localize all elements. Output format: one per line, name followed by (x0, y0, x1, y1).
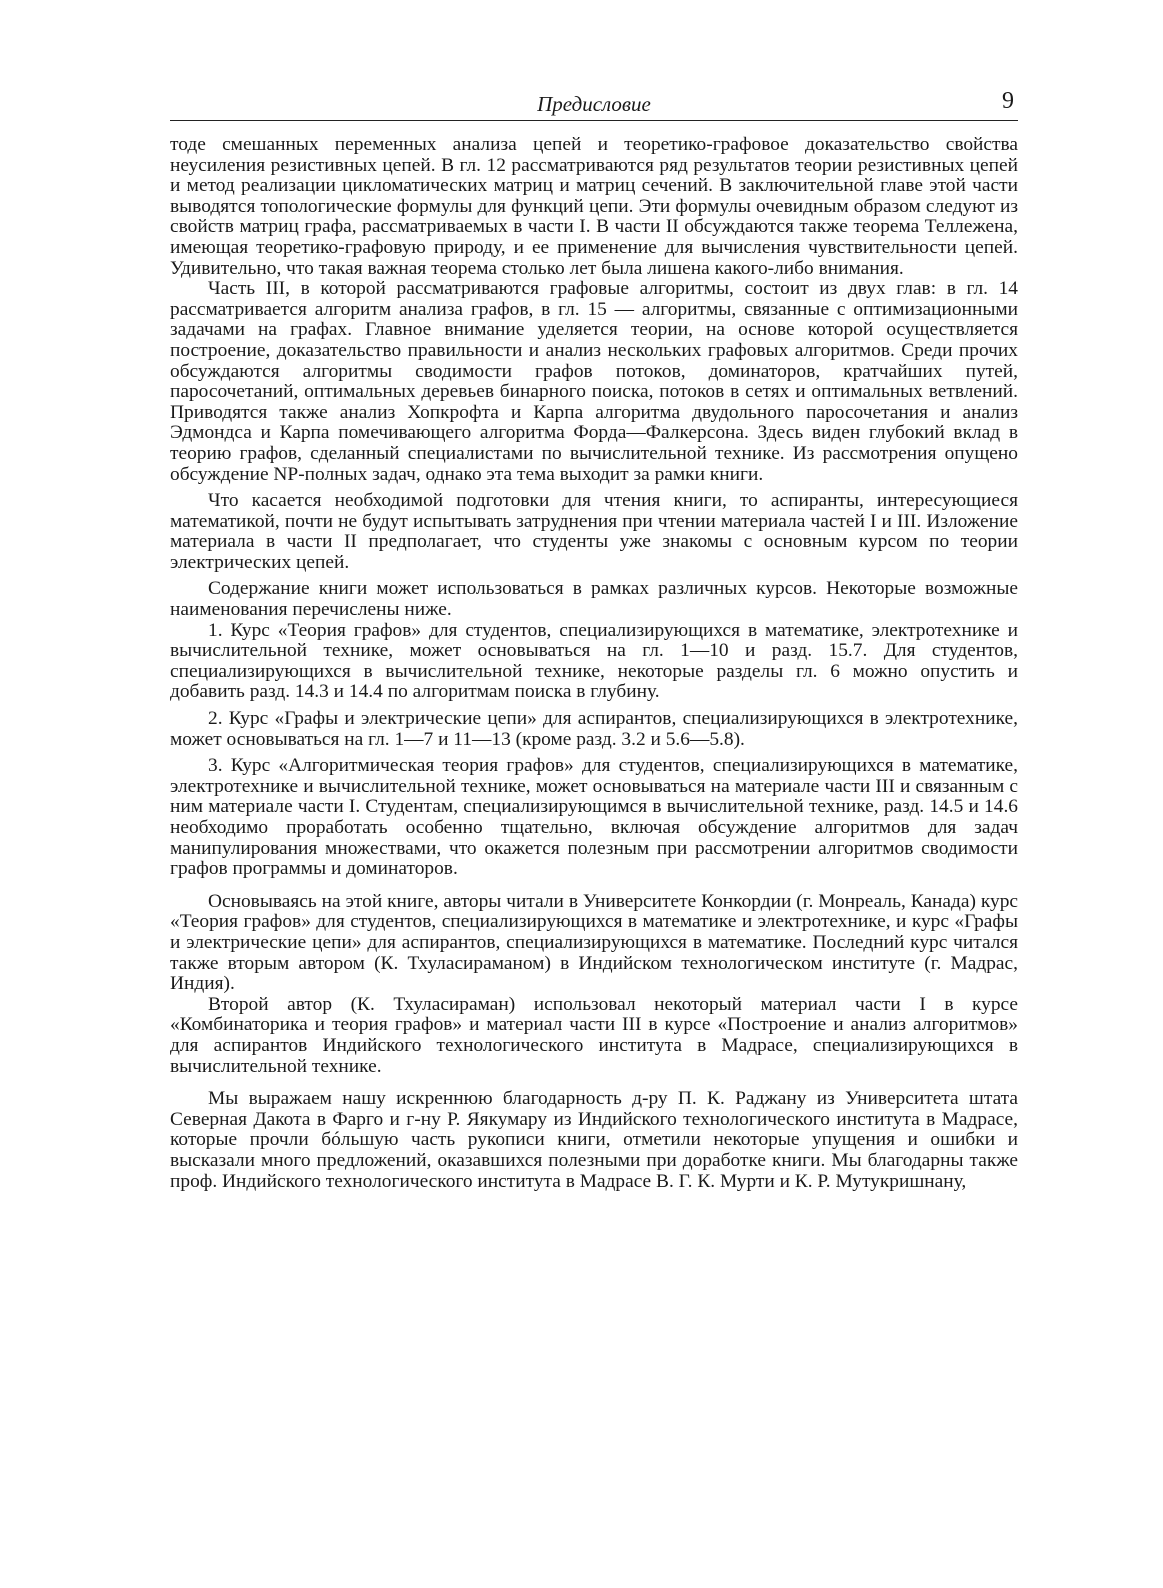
paragraph: тоде смешанных переменных анализа цепей и теоретико-графовое доказательство свойства неусиления резистивных цепей. В гл. 12 рассматриваются ряд результатов теории резистивных цепей и метод реализации цикломатических матриц и матриц сечений. В заключительной главе этой части выводятся топологические формулы для функций цепи. Эти формулы очевидным образом следуют из свойств матриц графа, рассматриваемых в части I. В части II обсуждаются также теорема Теллежена, имеющая теоретико-графовую природу, и ее применение для вычисления чувствительности цепей. Удивительно, что такая важная теорема столько лет была лишена какого-либо внимания. (170, 134, 1018, 279)
paragraph: Основываясь на этой книге, авторы читали в Университете Конкордии (г. Монреаль, Канада) курс «Теория графов» для студентов, специализирующихся в математике и электротехнике, и курс «Графы и электрические цепи» для аспирантов, специализирующихся в математике. Последний курс читался также вторым автором (К. Тхуласираманом) в Индийском технологическом институте (г. Мадрас, Индия). (170, 890, 1018, 995)
paragraph: Что касается необходимой подготовки для чтения книги, то аспиранты, интересующиеся математикой, почти не будут испытывать затруднения при чтении материала частей I и III. Изложение материала в части II предполагает, что студенты уже знакомы с основным курсом по теории электрических цепей. (170, 490, 1018, 573)
paragraph: Содержание книги может использоваться в рамках различных курсов. Некоторые возможные наименования перечислены ниже. (170, 578, 1018, 621)
page-number: 9 (1002, 88, 1014, 114)
list-item: 2. Курс «Графы и электрические цепи» для аспирантов, специализирующихся в электротехнике, может основываться на гл. 1—7 и 11—13 (кроме разд. 3.2 и 5.6—5.8). (170, 708, 1018, 750)
body-text (170, 135, 1018, 1192)
list-item: 1. Курс «Теория графов» для студентов, специализирующихся в математике, электротехнике и вычислительной технике, может основываться на гл. 1—10 и разд. 15.7. Для студентов, специализирующихся в вычислительной технике, некоторые разделы гл. 6 можно опустить и добавить разд. 14.3 и 14.4 по алгоритмам поиска в глубину. (170, 619, 1018, 703)
list-item: 3. Курс «Алгоритмическая теория графов» для студентов, специализирующихся в математике, электротехнике и вычислительной технике, может основываться на материале части III и связанным с ним материале части I. Студентам, специализирующимся в вычислительной технике, разд. 14.5 и 14.6 необходимо проработать особенно тщательно, включая обсуждение алгоритмов для задач манипулирования множествами, что окажется полезным при рассмотрении алгоритмов сводимости графов программы и доминаторов. (170, 755, 1018, 880)
chapter-title: Предисловие (537, 92, 651, 116)
running-head (170, 86, 1018, 121)
book-page (170, 86, 1018, 1192)
paragraph: Второй автор (К. Тхуласираман) использовал некоторый материал части I в курсе «Комбинаторика и теория графов» и материал части III в курсе «Построение и анализ алгоритмов» для аспирантов Индийского технологического института в Мадрасе, специализирующихся в вычислительной технике. (170, 993, 1018, 1077)
paragraph: Мы выражаем нашу искреннюю благодарность д-ру П. К. Раджану из Университета штата Северная Дакота в Фарго и г-ну Р. Яякумару из Индийского технологического института в Мадрасе, которые прочли бóльшую часть рукописи книги, отметили некоторые упущения и ошибки и высказали много предложений, оказавшихся полезными при доработке книги. Мы благодарны также проф. Индийского технологического института в Мадрасе В. Г. К. Мурти и К. Р. Мутукришнану, (170, 1088, 1018, 1192)
paragraph: Часть III, в которой рассматриваются графовые алгоритмы, состоит из двух глав: в гл. 14 рассматривается алгоритм анализа графов, в гл. 15 — алгоритмы, связанные с оптимизационными задачами на графах. Главное внимание уделяется теории, на основе которой осуществляется построение, доказательство правильности и анализ нескольких графовых алгоритмов. Среди прочих обсуждаются алгоритмы сводимости графов потоков, доминаторов, кратчайших путей, паросочетаний, оптимальных деревьев бинарного поиска, потоков в сетях и оптимальных ветвлений. Приводятся также анализ Хопкрофта и Карпа алгоритма двудольного паросочетания и анализ Эдмондса и Карпа помечивающего алгоритма Форда—Фалкерсона. Здесь виден глубокий вклад в теорию графов, сделанный специалистами по вычислительной технике. Из рассмотрения опущено обсуждение NP-полных задач, однако эта тема выходит за рамки книги. (170, 278, 1018, 485)
